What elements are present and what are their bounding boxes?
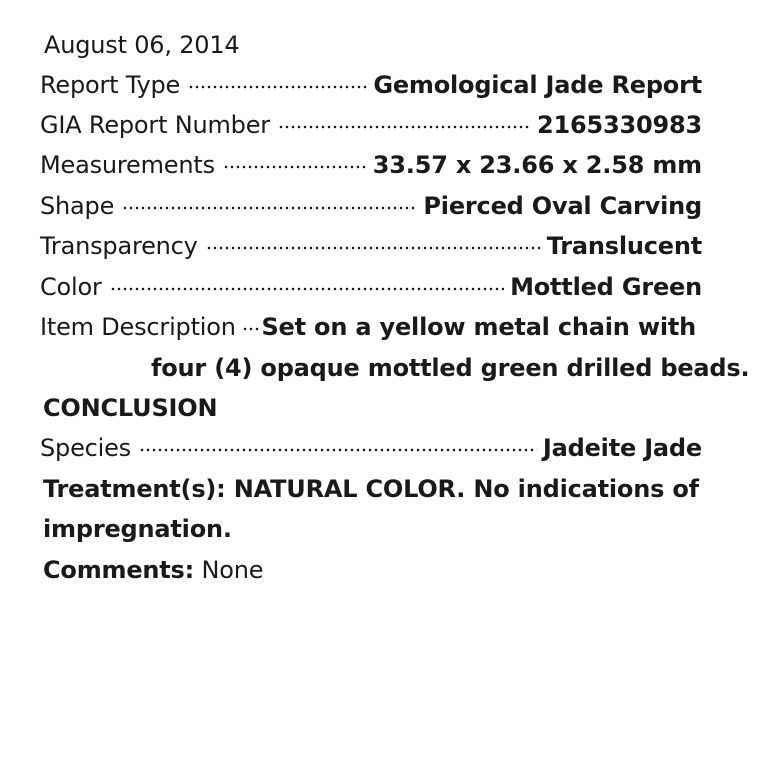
color-label: Color <box>40 273 102 301</box>
shape-label: Shape <box>40 192 115 220</box>
report-type-row <box>40 70 702 100</box>
conclusion-heading: CONCLUSION <box>43 394 218 422</box>
comments-label: Comments: <box>43 556 195 584</box>
report-type-label: Report Type <box>40 71 181 99</box>
color-value: Mottled Green <box>510 273 702 301</box>
leader-dots <box>206 245 541 251</box>
leader-dots <box>188 84 367 90</box>
comments-value: None <box>201 556 264 584</box>
leader-dots <box>278 124 531 130</box>
species-label: Species <box>40 434 131 462</box>
measurements-row <box>40 150 702 180</box>
transparency-value: Translucent <box>546 232 702 260</box>
species-value: Jadeite Jade <box>542 434 702 462</box>
item-description-value-line2: four (4) opaque mottled green drilled beads. <box>151 354 750 382</box>
item-description-value-line1: Set on a yellow metal chain with <box>261 313 696 341</box>
color-row <box>40 272 702 302</box>
report-date: August 06, 2014 <box>44 31 240 59</box>
leader-dots <box>242 326 260 332</box>
item-description-row <box>40 312 696 342</box>
report-type-value: Gemological Jade Report <box>373 71 702 99</box>
leader-dots <box>122 205 417 211</box>
treatment-line1: Treatment(s): NATURAL COLOR. No indications of <box>43 475 699 503</box>
species-row <box>40 433 702 463</box>
leader-dots <box>223 164 367 170</box>
report-number-label: GIA Report Number <box>40 111 270 139</box>
treatment-line2: impregnation. <box>43 515 232 543</box>
transparency-row <box>40 231 702 261</box>
measurements-label: Measurements <box>40 151 215 179</box>
leader-dots <box>110 286 504 292</box>
report-number-row <box>40 110 702 140</box>
measurements-value: 33.57 x 23.66 x 2.58 mm <box>372 151 702 179</box>
report-number-value: 2165330983 <box>537 111 702 139</box>
shape-row <box>40 191 702 221</box>
transparency-label: Transparency <box>40 232 198 260</box>
comments-line <box>43 555 263 585</box>
item-description-label: Item Description <box>40 313 236 341</box>
shape-value: Pierced Oval Carving <box>423 192 702 220</box>
leader-dots <box>139 447 537 453</box>
